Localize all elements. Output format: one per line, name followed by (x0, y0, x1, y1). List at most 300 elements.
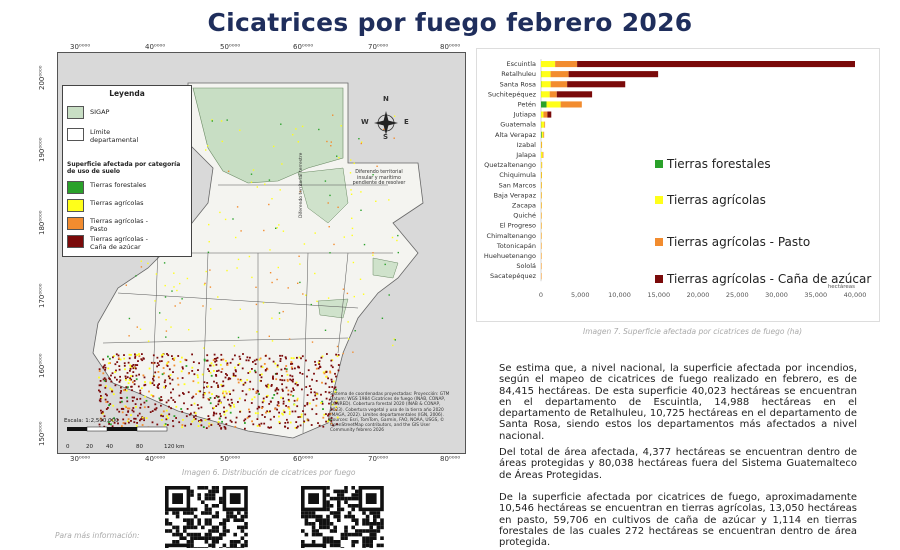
scar-dot (137, 415, 139, 417)
scar-dot (172, 371, 174, 373)
scar-dot (272, 397, 274, 399)
scar-dot (236, 267, 237, 268)
scar-dot (251, 399, 253, 401)
scar-dot (143, 358, 145, 360)
scar-dot (354, 163, 355, 164)
scar-dot (225, 360, 227, 362)
scar-dot (141, 261, 142, 262)
scar-dot (398, 252, 399, 253)
scar-dot (255, 371, 257, 373)
scar-dot (265, 412, 267, 414)
scar-dot (395, 339, 396, 340)
scar-dot (337, 207, 338, 208)
scar-dot (136, 375, 138, 377)
scar-dot (105, 367, 107, 369)
scar-dot (325, 413, 327, 415)
legend-label: Tierras agrícolas - Caña de azúcar (667, 272, 872, 286)
legend-swatch (655, 196, 663, 204)
scar-dot (270, 419, 272, 421)
scar-dot (141, 359, 143, 361)
scar-dot (259, 374, 261, 376)
scar-dot (331, 365, 333, 367)
scar-dot (141, 387, 143, 389)
scar-dot (154, 403, 156, 405)
paragraph-2: Del total de área afectada, 4,377 hectáreas se encuentran dentro de áreas protegidas y 80,038 hectáreas fuera del Sistema Guatemalteco de Áreas Protegidas. (499, 447, 857, 481)
scar-dot (282, 398, 284, 400)
scar-dot (292, 379, 294, 381)
scale-ticks (64, 444, 184, 452)
scar-dot (284, 379, 286, 381)
scar-dot (197, 404, 199, 406)
scar-dot (347, 293, 348, 294)
scar-dot (319, 360, 321, 362)
scar-dot (102, 372, 104, 374)
scar-dot (173, 359, 175, 361)
scar-dot (261, 423, 263, 425)
scar-dot (223, 407, 225, 409)
scar-dot (313, 373, 315, 375)
scar-dot (230, 362, 232, 364)
scar-dot (166, 402, 168, 404)
scar-dot (329, 252, 330, 253)
scar-dot (251, 182, 252, 183)
scar-dot (260, 380, 262, 382)
scar-dot (244, 428, 246, 430)
scar-dot (110, 381, 112, 383)
scar-dot (144, 402, 146, 404)
scar-dot (243, 384, 245, 386)
scar-dot (277, 365, 279, 367)
scar-dot (209, 241, 210, 242)
scar-dot (239, 130, 240, 131)
scar-dot (305, 360, 307, 362)
legend-swatch (67, 128, 84, 141)
scar-dot (133, 397, 135, 399)
scar-dot (311, 379, 313, 381)
scar-dot (154, 372, 156, 374)
scar-dot (276, 409, 278, 411)
scar-dot (233, 404, 235, 406)
scar-dot (106, 395, 108, 397)
scar-dot (188, 329, 189, 330)
x-axis-label: hectáreas (827, 284, 855, 291)
scar-dot (205, 149, 206, 150)
scar-dot (127, 410, 129, 412)
scar-dot (234, 355, 236, 357)
compass-n: N (383, 95, 389, 103)
scar-dot (292, 375, 294, 377)
scar-dot (329, 195, 330, 196)
scar-dot (286, 419, 288, 421)
scale-tick: 120 (164, 444, 175, 450)
scar-dot (316, 413, 318, 415)
scar-dot (152, 382, 154, 384)
scar-dot (327, 415, 329, 417)
scar-dot (251, 420, 253, 422)
legend-label: Límite departamental (90, 128, 139, 144)
scar-dot (278, 421, 280, 423)
scar-dot (219, 418, 221, 420)
scar-dot (199, 391, 201, 393)
scar-dot (120, 387, 122, 389)
scar-dot (181, 298, 182, 299)
scar-dot (211, 386, 213, 388)
scar-dot (184, 425, 186, 427)
scar-dot (310, 392, 312, 394)
scar-dot (294, 404, 296, 406)
scar-dot (100, 398, 102, 400)
legend-limite (67, 128, 167, 144)
scar-dot (397, 235, 398, 236)
scar-dot (162, 373, 164, 375)
scar-dot (288, 287, 289, 288)
legend-item (67, 217, 187, 233)
map-x-tick: 60⁰⁰⁰⁰ (293, 43, 314, 51)
scar-dot (261, 414, 263, 416)
map-x-tick: 80⁰⁰⁰⁰ (440, 455, 461, 463)
scar-dot (115, 384, 117, 386)
scar-dot (129, 370, 131, 372)
scar-dot (99, 384, 101, 386)
scale-unit: km (176, 444, 185, 450)
scar-dot (208, 392, 210, 394)
scar-dot (233, 374, 235, 376)
bar-segment (550, 91, 557, 97)
scar-dot (265, 369, 267, 371)
scar-dot (269, 249, 270, 250)
scar-dot (207, 368, 209, 370)
scar-dot (286, 387, 288, 389)
scar-dot (214, 397, 216, 399)
scar-dot (197, 374, 199, 376)
map-x-tick: 30⁰⁰⁰⁰ (70, 43, 91, 51)
scar-dot (135, 275, 136, 276)
scar-dot (232, 358, 234, 360)
chart-legend-item (655, 235, 810, 249)
scar-dot (134, 353, 136, 355)
scar-dot (193, 416, 195, 418)
scar-dot (255, 363, 257, 365)
scar-dot (238, 382, 240, 384)
scar-dot (312, 341, 313, 342)
legend-label: Tierras agrícolas - Pasto (90, 217, 148, 233)
scar-dot (285, 356, 287, 358)
scar-dot (281, 369, 283, 371)
scar-dot (238, 337, 239, 338)
scar-dot (162, 354, 164, 356)
scar-dot (165, 285, 166, 286)
scar-dot (139, 390, 141, 392)
scar-dot (276, 373, 278, 375)
scar-dot (355, 330, 356, 331)
scar-dot (305, 295, 306, 296)
scar-dot (154, 362, 156, 364)
scar-dot (138, 353, 140, 355)
scar-dot (107, 368, 109, 370)
scar-dot (99, 368, 101, 370)
scar-dot (120, 392, 122, 394)
compass-s: S (383, 133, 389, 141)
scar-dot (124, 365, 126, 367)
scar-dot (227, 119, 228, 120)
scar-dot (191, 397, 193, 399)
scar-dot (135, 406, 137, 408)
scar-dot (353, 262, 354, 263)
scar-dot (281, 379, 283, 381)
legend-title: Leyenda (109, 89, 145, 98)
legend-label: SIGAP (90, 108, 110, 116)
scar-dot (109, 388, 111, 390)
scar-dot (211, 375, 213, 377)
scar-dot (225, 428, 227, 430)
scar-dot (266, 396, 268, 398)
scar-dot (394, 116, 395, 117)
scar-dot (268, 403, 270, 405)
scar-dot (144, 381, 146, 383)
scar-dot (264, 184, 265, 185)
scar-dot (302, 373, 304, 375)
scar-dot (333, 381, 335, 383)
scar-dot (123, 389, 125, 391)
scar-dot (280, 358, 282, 360)
scar-dot (205, 419, 207, 421)
compass-rose (374, 111, 398, 135)
map-legend (62, 85, 192, 257)
scar-dot (278, 405, 280, 407)
category-label: Retalhuleu (501, 70, 536, 79)
scar-dot (275, 228, 276, 229)
scar-dot (247, 372, 249, 374)
scar-dot (216, 364, 218, 366)
scar-dot (299, 263, 300, 264)
scar-dot (272, 376, 274, 378)
category-label: Escuintla (506, 60, 536, 69)
scar-dot (189, 414, 191, 416)
category-label: Suchitepéquez (487, 90, 536, 99)
scar-dot (265, 355, 267, 357)
scar-dot (116, 361, 118, 363)
scar-dot (152, 378, 154, 380)
bar-segment (551, 81, 567, 87)
scar-dot (309, 385, 311, 387)
scar-dot (326, 141, 327, 142)
scar-dot (161, 360, 163, 362)
scar-dot (235, 422, 237, 424)
scar-dot (382, 318, 383, 319)
scar-dot (218, 421, 220, 423)
scar-dot (226, 270, 227, 271)
scar-dot (220, 364, 222, 366)
scar-dot (135, 403, 137, 405)
scar-dot (272, 340, 273, 341)
scar-dot (249, 411, 251, 413)
scar-dot (269, 179, 270, 180)
scar-dot (280, 397, 282, 399)
scar-dot (206, 382, 208, 384)
scar-dot (322, 417, 324, 419)
scar-dot (296, 405, 298, 407)
scar-dot (325, 330, 326, 331)
scar-dot (98, 377, 100, 379)
scar-dot (314, 273, 315, 274)
scar-dot (243, 420, 245, 422)
scar-dot (247, 356, 249, 358)
scar-dot (120, 397, 122, 399)
scar-dot (259, 359, 261, 361)
scar-dot (213, 415, 215, 417)
scar-dot (298, 256, 299, 257)
scar-dot (257, 408, 259, 410)
scar-dot (292, 411, 294, 413)
scar-dot (306, 376, 308, 378)
scar-dot (297, 384, 299, 386)
map-x-tick: 40⁰⁰⁰⁰ (145, 43, 166, 51)
scar-dot (338, 370, 340, 372)
scar-dot (251, 174, 252, 175)
scar-dot (208, 423, 210, 425)
scar-dot (258, 393, 260, 395)
legend-label: Tierras forestales (667, 157, 771, 171)
scar-dot (289, 338, 290, 339)
scar-dot (225, 391, 227, 393)
scar-dot (285, 405, 287, 407)
bar-segment (577, 61, 855, 67)
scar-dot (292, 381, 294, 383)
scar-dot (207, 145, 208, 146)
scar-dot (110, 375, 112, 377)
scar-dot (149, 382, 151, 384)
scar-dot (352, 352, 353, 353)
scar-dot (119, 401, 121, 403)
scar-dot (372, 252, 373, 253)
scar-dot (208, 370, 210, 372)
scar-dot (316, 368, 318, 370)
scar-dot (330, 145, 331, 146)
scar-dot (292, 395, 294, 397)
scar-dot (316, 393, 318, 395)
scar-dot (211, 362, 213, 364)
scar-dot (195, 412, 197, 414)
scar-dot (315, 364, 317, 366)
scar-dot (281, 163, 282, 164)
scar-dot (183, 402, 185, 404)
scar-dot (129, 357, 131, 359)
scar-dot (166, 330, 167, 331)
scar-dot (132, 371, 134, 373)
scar-dot (126, 414, 128, 416)
bar-segment (543, 132, 544, 138)
scar-dot (202, 305, 203, 306)
scar-dot (125, 379, 127, 381)
bar-segment (547, 112, 551, 118)
scar-dot (113, 393, 115, 395)
category-label: Chimaltenango (486, 231, 536, 240)
scar-dot (197, 376, 199, 378)
scar-dot (203, 426, 205, 428)
scar-dot (112, 356, 114, 358)
scar-dot (148, 391, 150, 393)
category-label: Zacapa (511, 201, 536, 210)
scar-dot (329, 372, 331, 374)
scar-dot (274, 363, 276, 365)
qr-code-1[interactable] (163, 486, 249, 548)
x-tick-label: 40,000 (843, 291, 867, 300)
scar-dot (283, 311, 284, 312)
chart-legend-item (655, 193, 766, 207)
scar-dot (212, 120, 213, 121)
scar-dot (331, 381, 333, 383)
scar-dot (221, 120, 222, 121)
scar-dot (114, 371, 116, 373)
scar-dot (116, 409, 118, 411)
bar-segment (542, 172, 543, 178)
scar-dot (239, 411, 241, 413)
scar-dot (239, 356, 241, 358)
scar-dot (112, 372, 114, 374)
scar-dot (256, 331, 257, 332)
scar-dot (329, 386, 331, 388)
scar-dot (219, 425, 221, 427)
scar-dot (207, 386, 209, 388)
category-label: Sololá (516, 262, 536, 271)
map-x-tick: 50⁰⁰⁰⁰ (220, 455, 241, 463)
scar-dot (178, 421, 180, 423)
scar-dot (128, 362, 130, 364)
scar-dot (300, 425, 302, 427)
scar-dot (112, 405, 114, 407)
scar-dot (183, 393, 185, 395)
scar-dot (287, 380, 289, 382)
category-label: Chiquimula (499, 171, 536, 180)
scar-dot (119, 376, 121, 378)
scar-dot (164, 379, 166, 381)
scar-dot (132, 397, 134, 399)
scar-dot (158, 376, 160, 378)
scar-dot (247, 417, 249, 419)
scar-dot (177, 355, 179, 357)
qr-code-2[interactable] (299, 486, 385, 548)
scar-dot (311, 424, 313, 426)
scar-dot (186, 415, 188, 417)
scar-dot (228, 377, 230, 379)
scar-dot (134, 383, 136, 385)
scar-dot (131, 389, 133, 391)
scar-dot (363, 294, 364, 295)
scar-dot (237, 379, 239, 381)
scar-dot (231, 399, 233, 401)
scar-dot (166, 415, 168, 417)
scar-dot (218, 401, 220, 403)
scar-dot (298, 367, 300, 369)
belize-note: Diferendo territorial insular y marítimo pendiente de resolver (352, 170, 406, 187)
bar-segment (541, 192, 542, 198)
scar-dot (269, 410, 271, 412)
scar-dot (251, 402, 253, 404)
scar-dot (301, 416, 303, 418)
scar-dot (316, 380, 318, 382)
scar-dot (256, 359, 258, 361)
scar-dot (252, 361, 254, 363)
scar-dot (286, 371, 288, 373)
scar-dot (231, 421, 233, 423)
scar-dot (264, 363, 266, 365)
scar-dot (352, 228, 353, 229)
scar-dot (294, 400, 296, 402)
scar-dot (118, 357, 120, 359)
scar-dot (157, 384, 159, 386)
scar-dot (328, 297, 329, 298)
bar-segment (541, 132, 542, 138)
